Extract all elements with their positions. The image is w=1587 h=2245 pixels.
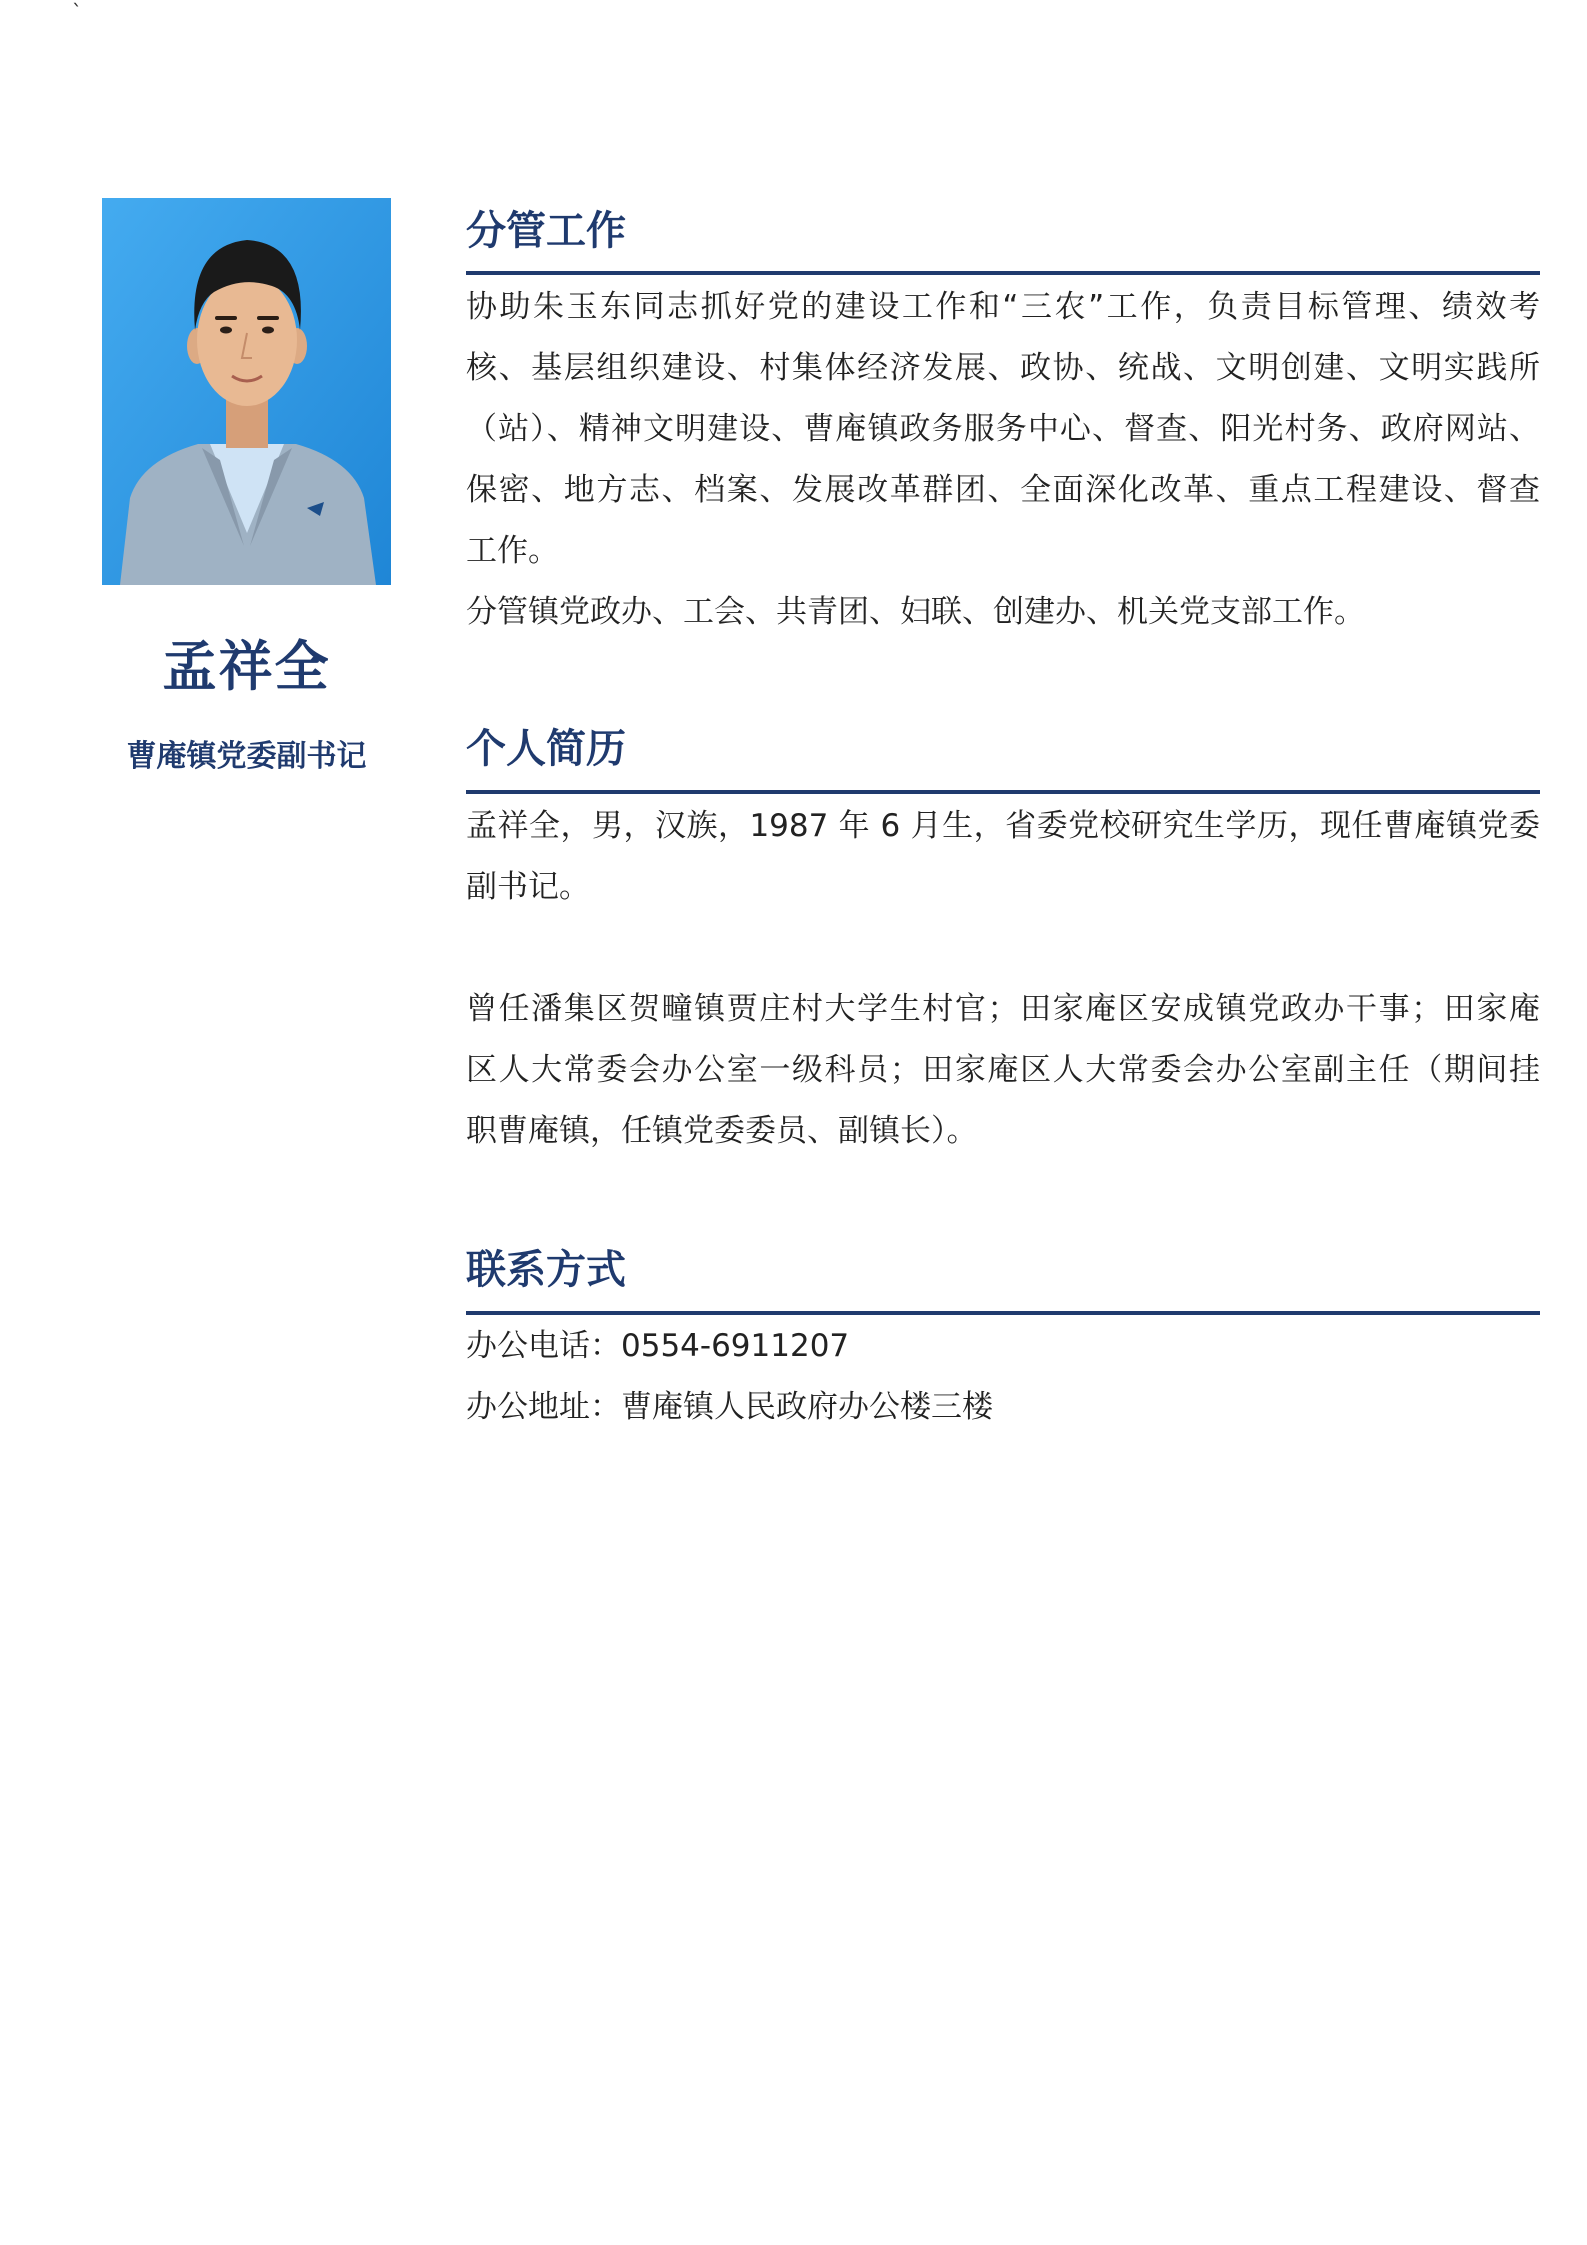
text-line: 曾任潘集区贺疃镇贾庄村大学生村官；田家庵区安成镇党政办干事；田家庵 (466, 991, 1540, 1027)
person-name: 孟祥全 (162, 635, 331, 698)
contact-phone (466, 1316, 1540, 1377)
section-body-duties (466, 277, 1540, 643)
page-mark: ` (72, 0, 82, 24)
section-body-contact (466, 1316, 1540, 1438)
contact-address-value: 曹庵镇人民政府办公楼三楼 (621, 1389, 993, 1425)
text-line: 职曹庵镇，任镇党委委员、副镇长）。 (466, 1113, 978, 1149)
section-divider (466, 1311, 1540, 1315)
section-heading-contact: 联系方式 (466, 1247, 626, 1293)
text-line: （站）、精神文明建设、曹庵镇政务服务中心、督查、阳光村务、政府网站、 (466, 411, 1540, 447)
text-line: 区人大常委会办公室一级科员；田家庵区人大常委会办公室副主任（期间挂 (466, 1052, 1540, 1088)
contact-address (466, 1377, 1540, 1438)
text-line: 分管镇党政办、工会、共青团、妇联、创建办、机关党支部工作。 (466, 594, 1365, 630)
section-body-resume (466, 796, 1540, 1162)
section-heading-resume: 个人简历 (466, 726, 626, 772)
text-line: 副书记。 (466, 869, 590, 905)
contact-phone-value: 0554-6911207 (621, 1328, 850, 1364)
text-line: 核、基层组织建设、村集体经济发展、政协、统战、文明创建、文明实践所 (466, 350, 1540, 386)
section-divider (466, 790, 1540, 794)
section-heading-duties: 分管工作 (466, 208, 626, 254)
section-divider (466, 271, 1540, 275)
paragraph-gap (466, 918, 1540, 979)
text-line: 协助朱玉东同志抓好党的建设工作和“三农”工作，负责目标管理、绩效考 (466, 289, 1540, 325)
contact-address-label: 办公地址： (466, 1389, 621, 1425)
person-title: 曹庵镇党委副书记 (126, 739, 367, 774)
text-line: 保密、地方志、档案、发展改革群团、全面深化改革、重点工程建设、督查 (466, 472, 1540, 508)
portrait-photo (102, 198, 391, 585)
text-line: 孟祥全，男，汉族，1987 年 6 月生，省委党校研究生学历，现任曹庵镇党委 (466, 808, 1540, 844)
text-line: 工作。 (466, 533, 559, 569)
contact-phone-label: 办公电话： (466, 1328, 621, 1364)
